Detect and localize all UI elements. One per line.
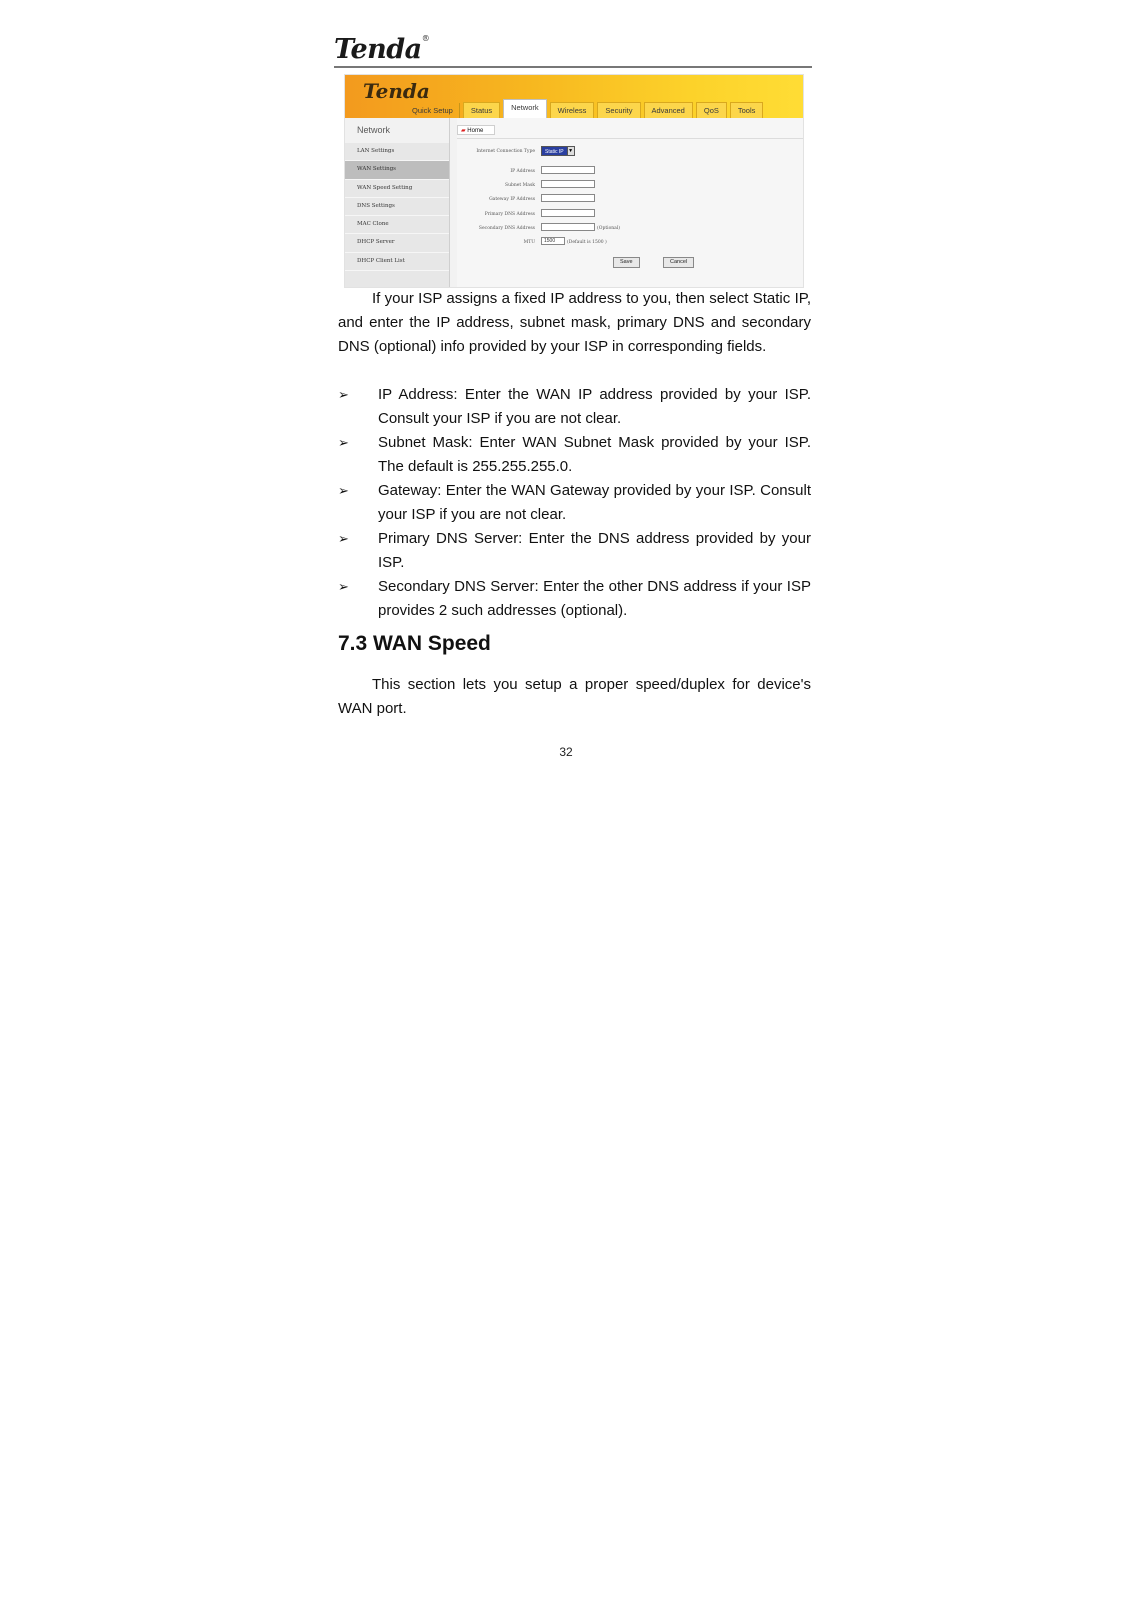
list-item: [338, 575, 811, 623]
subnet-mask-label: Subnet Mask: [505, 183, 535, 188]
ui-logo: Tenda: [363, 79, 430, 103]
gateway-input[interactable]: [541, 194, 595, 202]
arrow-bullet-icon: ➢: [338, 387, 349, 402]
secondary-dns-input[interactable]: [541, 223, 595, 231]
tab-qos[interactable]: QoS: [696, 102, 727, 118]
list-item: [338, 527, 811, 575]
sidebar-item-mac-clone[interactable]: MAC Clone: [345, 216, 449, 234]
ui-sidebar: [345, 118, 450, 288]
optional-hint: (Optional): [597, 226, 621, 231]
list-item-text: Subnet Mask: Enter WAN Subnet Mask provided by your ISP. The default is 255.255.255.0.: [378, 434, 811, 475]
primary-dns-label: Primary DNS Address: [484, 212, 535, 217]
secondary-dns-label: Secondary DNS Address: [478, 226, 535, 231]
connection-type-select[interactable]: [541, 146, 575, 156]
tab-status[interactable]: Status: [463, 102, 500, 118]
tab-quick-setup[interactable]: Quick Setup: [405, 103, 460, 118]
list-item-text: Secondary DNS Server: Enter the other DNS address if your ISP provides 2 such addresses (optional).: [378, 578, 811, 619]
logo-text: Tenda: [334, 34, 422, 65]
tab-security[interactable]: Security: [597, 102, 640, 118]
list-item-text: Primary DNS Server: Enter the DNS address provided by your ISP.: [378, 530, 811, 571]
list-item-text: IP Address: Enter the WAN IP address provided by your ISP. Consult your ISP if you are not clear.: [378, 386, 811, 427]
ui-banner: [345, 75, 804, 118]
subnet-mask-input[interactable]: [541, 180, 595, 188]
sidebar-title: Network: [345, 118, 449, 143]
mtu-hint: (Default is 1500 ): [567, 240, 607, 245]
section-paragraph: This section lets you setup a proper speed/duplex for device's WAN port.: [338, 676, 811, 717]
arrow-bullet-icon: ➢: [338, 579, 349, 594]
tenda-logo: [334, 34, 429, 65]
mtu-label: MTU: [523, 240, 535, 245]
ip-address-label: IP Address: [510, 169, 535, 174]
field-description-list: [338, 383, 811, 623]
arrow-bullet-icon: ➢: [338, 483, 349, 498]
header-divider: [334, 66, 812, 68]
page-number: 32: [559, 745, 573, 759]
tab-advanced[interactable]: Advanced: [644, 102, 693, 118]
save-button[interactable]: Save: [613, 257, 640, 268]
list-item: [338, 431, 811, 479]
sidebar-item-wan-speed-setting[interactable]: WAN Speed Setting: [345, 180, 449, 198]
mtu-input[interactable]: 1500: [541, 237, 565, 245]
arrow-bullet-icon: ➢: [338, 435, 349, 450]
gateway-label: Gateway IP Address: [489, 197, 535, 202]
tab-network[interactable]: Network: [503, 99, 547, 118]
list-item: [338, 479, 811, 527]
primary-dns-input[interactable]: [541, 209, 595, 217]
home-link-label: Home: [467, 128, 484, 134]
sidebar-item-dns-settings[interactable]: DNS Settings: [345, 198, 449, 216]
panel-divider: [457, 138, 804, 139]
arrow-bullet-icon: ➢: [338, 531, 349, 546]
sidebar-item-wan-settings[interactable]: WAN Settings: [345, 161, 449, 179]
cancel-button[interactable]: Cancel: [663, 257, 694, 268]
sidebar-item-dhcp-client-list[interactable]: DHCP Client List: [345, 253, 449, 271]
home-icon: ▰: [461, 128, 466, 134]
router-ui-screenshot: [344, 74, 804, 288]
ui-nav-tabs: [405, 101, 766, 118]
tab-wireless[interactable]: Wireless: [550, 102, 595, 118]
sidebar-item-dhcp-server[interactable]: DHCP Server: [345, 234, 449, 252]
sidebar-item-lan-settings[interactable]: LAN Settings: [345, 143, 449, 161]
dropdown-arrow-icon: ▼: [568, 148, 574, 154]
connection-type-label: Internet Connection Type: [476, 149, 535, 154]
intro-paragraph: If your ISP assigns a fixed IP address to you, then select Static IP, and enter the IP address, subnet mask, primary DNS and secondary DNS (optional) info provided by your ISP in corresponding fields.: [338, 290, 811, 355]
connection-type-value: Static IP: [541, 146, 568, 156]
section-heading: 7.3 WAN Speed: [338, 632, 491, 655]
list-item-text: Gateway: Enter the WAN Gateway provided by your ISP. Consult your ISP if you are not clear.: [378, 482, 811, 523]
registered-mark: ®: [421, 34, 430, 43]
list-item: [338, 383, 811, 431]
tab-tools[interactable]: Tools: [730, 102, 764, 118]
ip-address-input[interactable]: [541, 166, 595, 174]
home-link[interactable]: [457, 125, 495, 135]
